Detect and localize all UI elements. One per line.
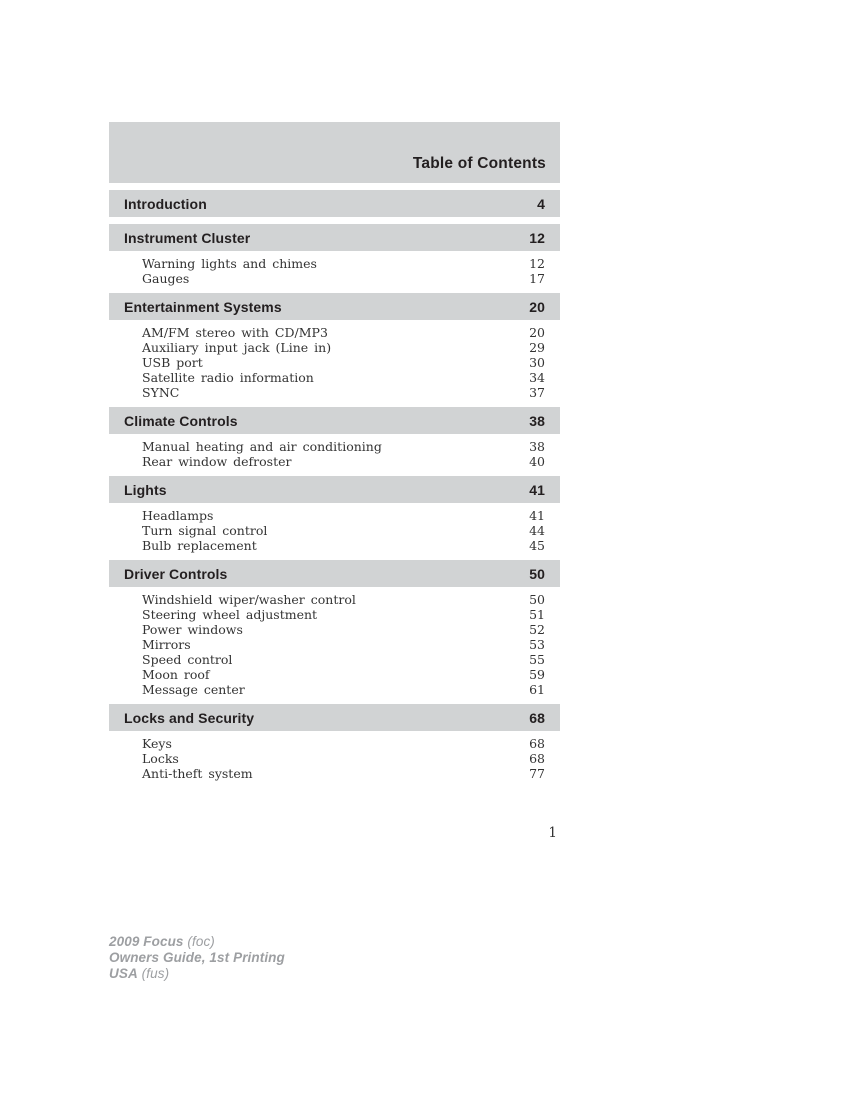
- toc-item: [142, 370, 545, 385]
- section-items: [109, 320, 560, 400]
- section-bar: [109, 560, 560, 587]
- section-page-number: 68: [529, 709, 545, 726]
- toc-item: [142, 325, 545, 340]
- toc-section: [109, 293, 560, 400]
- toc-item: [142, 271, 545, 286]
- section-page-number: 50: [529, 565, 545, 582]
- section-bar: [109, 293, 560, 320]
- item-page-number: 61: [529, 682, 545, 697]
- item-label: Steering wheel adjustment: [142, 607, 318, 622]
- item-page-number: 17: [529, 271, 545, 286]
- item-label: Message center: [142, 682, 245, 697]
- toc-section: [109, 224, 560, 286]
- section-bar: [109, 407, 560, 434]
- section-title: Entertainment Systems: [124, 298, 282, 315]
- item-page-number: 50: [529, 592, 545, 607]
- item-page-number: 59: [529, 667, 545, 682]
- item-page-number: 41: [529, 508, 545, 523]
- item-label: Gauges: [142, 271, 190, 286]
- section-items: [109, 731, 560, 781]
- toc-section: [109, 190, 560, 217]
- item-label: Mirrors: [142, 637, 191, 652]
- item-label: Power windows: [142, 622, 243, 637]
- item-page-number: 68: [529, 751, 545, 766]
- item-label: Moon roof: [142, 667, 210, 682]
- toc-item: [142, 652, 545, 667]
- item-label: Warning lights and chimes: [142, 256, 317, 271]
- item-label: Manual heating and air conditioning: [142, 439, 382, 454]
- item-label: Keys: [142, 736, 172, 751]
- item-page-number: 20: [529, 325, 545, 340]
- toc-section: [109, 476, 560, 553]
- footer-line-region: [109, 966, 285, 982]
- section-title: Lights: [124, 481, 167, 498]
- section-bar: [109, 224, 560, 251]
- section-items: [109, 587, 560, 697]
- item-page-number: 45: [529, 538, 545, 553]
- footer-region-code: (fus): [137, 966, 170, 982]
- item-page-number: 38: [529, 439, 545, 454]
- item-label: AM/FM stereo with CD/MP3: [142, 325, 328, 340]
- section-title: Climate Controls: [124, 412, 238, 429]
- toc-item: [142, 766, 545, 781]
- footer-line-model: [109, 934, 285, 950]
- item-page-number: 77: [529, 766, 545, 781]
- section-title: Locks and Security: [124, 709, 255, 726]
- toc-item: [142, 637, 545, 652]
- section-bar: [109, 704, 560, 731]
- page-title: Table of Contents: [412, 155, 546, 172]
- footer-region-bold: USA: [109, 966, 138, 982]
- footer-guide-bold: Owners Guide, 1st Printing: [109, 950, 285, 966]
- footer-model-bold: 2009 Focus: [109, 934, 184, 949]
- section-page-number: 12: [529, 229, 545, 246]
- section-bar: [109, 190, 560, 217]
- toc-item: [142, 355, 545, 370]
- toc-item: [142, 256, 545, 271]
- item-page-number: 52: [529, 622, 545, 637]
- item-page-number: 30: [529, 355, 545, 370]
- toc-section: [109, 407, 560, 469]
- item-label: Headlamps: [142, 508, 214, 523]
- section-page-number: 38: [529, 412, 545, 429]
- toc-sections: [109, 190, 560, 781]
- footer: [109, 934, 285, 983]
- toc-item: [142, 454, 545, 469]
- toc-item: [142, 508, 545, 523]
- toc-item: [142, 538, 545, 553]
- toc-item: [142, 736, 545, 751]
- item-label: Locks: [142, 751, 179, 766]
- item-page-number: 44: [529, 523, 545, 538]
- section-items: [109, 503, 560, 553]
- section-title: Driver Controls: [124, 565, 228, 582]
- item-page-number: 29: [529, 340, 545, 355]
- item-label: Turn signal control: [142, 523, 268, 538]
- section-page-number: 20: [529, 298, 545, 315]
- toc-section: [109, 704, 560, 781]
- folio-page-number: 1: [548, 825, 557, 841]
- item-page-number: 37: [529, 385, 545, 400]
- section-page-number: 4: [537, 195, 545, 212]
- table-of-contents: [109, 122, 560, 781]
- item-page-number: 55: [529, 652, 545, 667]
- section-items: [109, 434, 560, 469]
- section-bar: [109, 476, 560, 503]
- item-page-number: 51: [529, 607, 545, 622]
- item-label: Windshield wiper/washer control: [142, 592, 356, 607]
- item-label: Satellite radio information: [142, 370, 314, 385]
- item-label: SYNC: [142, 385, 180, 400]
- toc-item: [142, 439, 545, 454]
- toc-header-bar: [109, 122, 560, 183]
- item-page-number: 53: [529, 637, 545, 652]
- section-items: [109, 251, 560, 286]
- toc-item: [142, 751, 545, 766]
- toc-item: [142, 385, 545, 400]
- toc-item: [142, 622, 545, 637]
- toc-section: [109, 560, 560, 697]
- footer-line-guide: [109, 950, 285, 966]
- section-title: Introduction: [124, 195, 207, 212]
- item-label: Bulb replacement: [142, 538, 257, 553]
- item-label: Anti-theft system: [142, 766, 253, 781]
- toc-item: [142, 523, 545, 538]
- item-label: Rear window defroster: [142, 454, 292, 469]
- toc-item: [142, 682, 545, 697]
- toc-item: [142, 667, 545, 682]
- item-label: Auxiliary input jack (Line in): [142, 340, 332, 355]
- item-label: USB port: [142, 355, 203, 370]
- toc-item: [142, 592, 545, 607]
- item-page-number: 12: [529, 256, 545, 271]
- item-page-number: 40: [529, 454, 545, 469]
- item-page-number: 34: [529, 370, 545, 385]
- item-label: Speed control: [142, 652, 233, 667]
- item-page-number: 68: [529, 736, 545, 751]
- footer-model-code: (foc): [183, 934, 215, 949]
- section-title: Instrument Cluster: [124, 229, 251, 246]
- toc-item: [142, 607, 545, 622]
- section-page-number: 41: [529, 481, 545, 498]
- toc-item: [142, 340, 545, 355]
